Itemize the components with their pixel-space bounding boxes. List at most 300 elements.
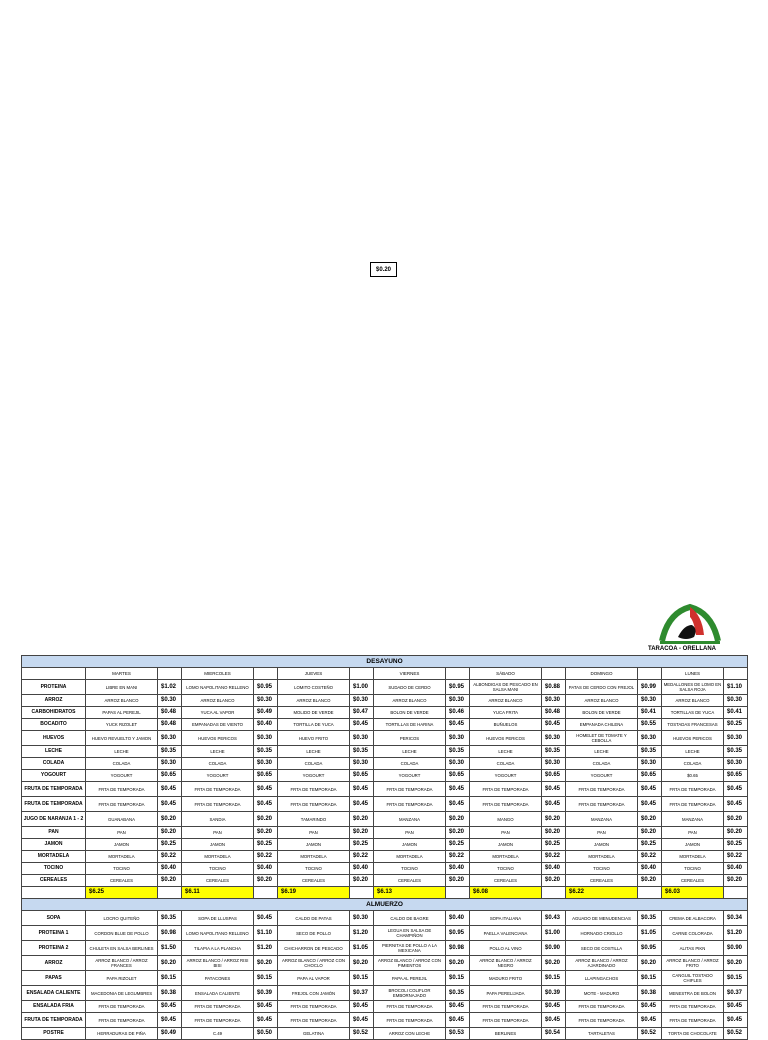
dish-name: PATACONES bbox=[182, 971, 254, 986]
dish-price: $0.45 bbox=[350, 719, 374, 731]
table-row bbox=[22, 941, 748, 956]
section-title: ALMUERZO bbox=[22, 899, 748, 911]
table-row bbox=[22, 956, 748, 971]
dish-price: $0.45 bbox=[724, 797, 748, 812]
dish-name: HUEVOS PERICOS bbox=[662, 731, 724, 746]
dish-name: HUEVOS PERICOS bbox=[470, 731, 542, 746]
dish-price: $0.40 bbox=[446, 911, 470, 926]
dish-price: $0.30 bbox=[254, 695, 278, 707]
dish-name: SECO DE COSTILLA bbox=[566, 941, 638, 956]
dish-price: $0.45 bbox=[254, 782, 278, 797]
dish-name: FRTA DE TEMPORADA bbox=[566, 782, 638, 797]
category-label: BOCADITO bbox=[22, 719, 86, 731]
dish-price: $0.45 bbox=[254, 797, 278, 812]
dish-price: $0.35 bbox=[638, 911, 662, 926]
dish-name: PAELLA VALENCIANA bbox=[470, 926, 542, 941]
corner-cell bbox=[22, 668, 86, 680]
dish-price: $0.45 bbox=[350, 782, 374, 797]
dish-price: $0.40 bbox=[350, 863, 374, 875]
dish-name: ARROZ BLANCO bbox=[86, 695, 158, 707]
dish-price: $0.35 bbox=[158, 746, 182, 758]
dish-name: MANZANA bbox=[374, 812, 446, 827]
dish-price: $0.35 bbox=[638, 746, 662, 758]
dish-name: COLADA bbox=[566, 758, 638, 770]
dish-price: $1.20 bbox=[254, 941, 278, 956]
dish-price: $0.54 bbox=[542, 1028, 566, 1040]
logo-location-text: TARACOA - ORELLANA bbox=[648, 646, 716, 652]
dish-price: $0.40 bbox=[158, 863, 182, 875]
dish-name: TOCINO bbox=[86, 863, 158, 875]
dish-price: $0.41 bbox=[724, 707, 748, 719]
category-label: TOCINO bbox=[22, 863, 86, 875]
dish-price: $0.35 bbox=[158, 911, 182, 926]
dish-price: $0.40 bbox=[724, 863, 748, 875]
dish-name: PAPAS AL PEREJIL bbox=[86, 707, 158, 719]
dish-price: $0.20 bbox=[724, 812, 748, 827]
dish-name: LECHE bbox=[278, 746, 350, 758]
dish-name: ARROZ CON LECHE bbox=[374, 1028, 446, 1040]
dish-name: PAPA PERELIJADA bbox=[470, 986, 542, 1001]
dish-price: $0.45 bbox=[446, 797, 470, 812]
category-label: CEREALES bbox=[22, 875, 86, 887]
dish-price: $0.22 bbox=[724, 851, 748, 863]
dish-name: TOCINO bbox=[662, 863, 724, 875]
dish-price: $0.20 bbox=[254, 812, 278, 827]
dish-price: $0.15 bbox=[446, 971, 470, 986]
dish-price: $0.22 bbox=[350, 851, 374, 863]
dish-name: TARTALETAS bbox=[566, 1028, 638, 1040]
dish-price: $0.20 bbox=[724, 827, 748, 839]
day-price-header bbox=[542, 668, 566, 680]
dish-price: $0.43 bbox=[542, 911, 566, 926]
dish-price: $0.45 bbox=[542, 1013, 566, 1028]
dish-name: FREJOL CON JAMÓN bbox=[278, 986, 350, 1001]
dish-name: ARROZ BLANCO / ARROZ NEGRO bbox=[470, 956, 542, 971]
dish-name: FRTA DE TEMPORADA bbox=[470, 782, 542, 797]
dish-name: JAMON bbox=[566, 839, 638, 851]
dish-price: $0.25 bbox=[638, 839, 662, 851]
dish-name: FRTA DE TEMPORADA bbox=[374, 1013, 446, 1028]
dish-price: $0.20 bbox=[724, 956, 748, 971]
dish-price: $0.45 bbox=[158, 1013, 182, 1028]
dish-name: FRTA DE TEMPORADA bbox=[182, 1001, 254, 1013]
totals-spacer bbox=[446, 887, 470, 899]
dish-price: $0.37 bbox=[724, 986, 748, 1001]
dish-price: $0.45 bbox=[724, 782, 748, 797]
dish-price: $0.25 bbox=[542, 839, 566, 851]
dish-price: $1.05 bbox=[638, 926, 662, 941]
dish-name: ARROZ BLANCO / ARROZ FRITO bbox=[662, 956, 724, 971]
dish-name: ARROZ BLANCO / ARROZ FRANCES bbox=[86, 956, 158, 971]
dish-name: TAMARINDO bbox=[278, 812, 350, 827]
dish-name: YOGOURT bbox=[374, 770, 446, 782]
dish-name: ENSALADA CALIENTE bbox=[182, 986, 254, 1001]
dish-name: ARROZ BLANCO / ARROZ CON PIMIENTOS bbox=[374, 956, 446, 971]
dish-price: $0.53 bbox=[446, 1028, 470, 1040]
dish-name: PAPA RIZOLET bbox=[86, 971, 158, 986]
dish-name: FRTA DE TEMPORADA bbox=[470, 1013, 542, 1028]
dish-price: $0.30 bbox=[638, 758, 662, 770]
dish-name: CEREALES bbox=[86, 875, 158, 887]
table-row bbox=[22, 926, 748, 941]
dish-name: LECHE bbox=[182, 746, 254, 758]
totals-spacer bbox=[724, 887, 748, 899]
dish-price: $0.25 bbox=[724, 719, 748, 731]
day-header: JUEVES bbox=[278, 668, 350, 680]
dish-price: $0.65 bbox=[158, 770, 182, 782]
day-total: $6.03 bbox=[662, 887, 724, 899]
table-row bbox=[22, 911, 748, 926]
day-price-header bbox=[638, 668, 662, 680]
dish-price: $0.45 bbox=[638, 1013, 662, 1028]
dish-price: $0.35 bbox=[724, 746, 748, 758]
dish-name: POLLO AL VINO bbox=[470, 941, 542, 956]
dish-name: FRTA DE TEMPORADA bbox=[278, 1001, 350, 1013]
dish-name: COLADA bbox=[278, 758, 350, 770]
dish-price: $0.20 bbox=[638, 812, 662, 827]
dish-price: $0.20 bbox=[254, 956, 278, 971]
dish-name: EMPANADAS DE VIENTO bbox=[182, 719, 254, 731]
dish-price: $0.25 bbox=[446, 839, 470, 851]
dish-price: $0.20 bbox=[638, 875, 662, 887]
dish-price: $0.20 bbox=[542, 956, 566, 971]
dish-price: $0.45 bbox=[724, 1013, 748, 1028]
dish-price: $0.65 bbox=[724, 770, 748, 782]
dish-price: $0.45 bbox=[158, 782, 182, 797]
dish-price: $0.95 bbox=[446, 680, 470, 695]
dish-name: CARNE COLORADA bbox=[662, 926, 724, 941]
dish-price: $0.52 bbox=[638, 1028, 662, 1040]
dish-price: $0.20 bbox=[446, 956, 470, 971]
dish-name: PERICOS bbox=[374, 731, 446, 746]
dish-price: $0.45 bbox=[638, 1001, 662, 1013]
dish-price: $0.45 bbox=[446, 1001, 470, 1013]
dish-name: BROCOLI COLIFLOR EMBORNAJADO bbox=[374, 986, 446, 1001]
dish-price: $0.90 bbox=[542, 941, 566, 956]
day-header: DOMINGO bbox=[566, 668, 638, 680]
dish-name: HUEVOS PERICOS bbox=[182, 731, 254, 746]
dish-name: MORTADELA bbox=[662, 851, 724, 863]
dish-name: $0.65 bbox=[662, 770, 724, 782]
dish-price: $1.50 bbox=[158, 941, 182, 956]
dish-name: TORTA DE CHOCOLATE bbox=[662, 1028, 724, 1040]
dish-price: $0.20 bbox=[542, 827, 566, 839]
totals-spacer bbox=[638, 887, 662, 899]
dish-price: $0.48 bbox=[158, 719, 182, 731]
table-row bbox=[22, 758, 748, 770]
almuerzo-section-header bbox=[22, 899, 748, 911]
dish-name: BOLON DE VERDE bbox=[566, 707, 638, 719]
dish-price: $0.45 bbox=[638, 797, 662, 812]
dish-price: $0.38 bbox=[158, 986, 182, 1001]
desayuno-section-header bbox=[22, 656, 748, 668]
totals-row bbox=[22, 887, 748, 899]
dish-name: BERLINES bbox=[470, 1028, 542, 1040]
table-row bbox=[22, 707, 748, 719]
dish-name: FRTA DE TEMPORADA bbox=[278, 782, 350, 797]
totals-spacer bbox=[350, 887, 374, 899]
table-row bbox=[22, 746, 748, 758]
dish-price: $0.15 bbox=[724, 971, 748, 986]
dish-name: LECHE bbox=[566, 746, 638, 758]
dish-name: MANGO bbox=[470, 812, 542, 827]
dish-price: $0.30 bbox=[350, 731, 374, 746]
dish-name: COLADA bbox=[470, 758, 542, 770]
dish-name: MORTADELA bbox=[182, 851, 254, 863]
dish-price: $0.30 bbox=[350, 758, 374, 770]
dish-price: $0.45 bbox=[638, 782, 662, 797]
dish-name: PAN bbox=[566, 827, 638, 839]
day-header: MARTES bbox=[86, 668, 158, 680]
category-label: CARBOHIDRATOS bbox=[22, 707, 86, 719]
dish-name: TORTILLAS DE YUCA bbox=[662, 707, 724, 719]
dish-name: PIERNITAS DE POLLO A LA MEXICANA bbox=[374, 941, 446, 956]
dish-price: $0.40 bbox=[542, 863, 566, 875]
dish-price: $0.65 bbox=[446, 770, 470, 782]
dish-price: $0.40 bbox=[638, 863, 662, 875]
dish-price: $1.00 bbox=[542, 926, 566, 941]
dish-name: PAPA AL PEREJIL bbox=[374, 971, 446, 986]
dish-price: $0.22 bbox=[254, 851, 278, 863]
dish-name: MORTADELA bbox=[374, 851, 446, 863]
day-total: $6.13 bbox=[374, 887, 446, 899]
dish-name: HUEVO FRITO bbox=[278, 731, 350, 746]
dish-name: MENESTRA DE BOLON bbox=[662, 986, 724, 1001]
dish-price: $0.20 bbox=[542, 812, 566, 827]
dish-name: TOCINO bbox=[470, 863, 542, 875]
dish-price: $0.40 bbox=[254, 863, 278, 875]
dish-price: $0.20 bbox=[350, 875, 374, 887]
dish-name: PAN bbox=[662, 827, 724, 839]
dish-price: $0.20 bbox=[638, 827, 662, 839]
dish-name: LECHE bbox=[470, 746, 542, 758]
day-price-header bbox=[724, 668, 748, 680]
dish-name: YUCK RIZOLET bbox=[86, 719, 158, 731]
dish-name: SOPA ITALIANA bbox=[470, 911, 542, 926]
dish-name: MEDALLONES DE LOMO EN SALSA ROJA bbox=[662, 680, 724, 695]
dish-price: $0.35 bbox=[350, 746, 374, 758]
dish-price: $0.20 bbox=[446, 812, 470, 827]
dish-price: $0.20 bbox=[350, 812, 374, 827]
dish-name: TORTILLA DE YUCA bbox=[278, 719, 350, 731]
dish-name: FRTA DE TEMPORADA bbox=[662, 1001, 724, 1013]
dish-price: $0.15 bbox=[254, 971, 278, 986]
dish-name: SANDIA bbox=[182, 812, 254, 827]
dish-name: FRTA DE TEMPORADA bbox=[662, 782, 724, 797]
category-label: PAN bbox=[22, 827, 86, 839]
dish-name: ARROZ BLANCO bbox=[470, 695, 542, 707]
dish-price: $0.20 bbox=[446, 875, 470, 887]
dish-price: $0.55 bbox=[638, 719, 662, 731]
category-label: PROTEINA 1 bbox=[22, 926, 86, 941]
dish-price: $0.45 bbox=[350, 1013, 374, 1028]
dish-name: FRTA DE TEMPORADA bbox=[86, 797, 158, 812]
dish-name: ALBONDIGAS DE PESCADO EN SALSA MANI bbox=[470, 680, 542, 695]
dish-name: FRTA DE TEMPORADA bbox=[374, 1001, 446, 1013]
dish-name: MORTADELA bbox=[566, 851, 638, 863]
dish-name: COLADA bbox=[182, 758, 254, 770]
dish-price: $0.35 bbox=[254, 746, 278, 758]
category-label: ENSALADA CALIENTE bbox=[22, 986, 86, 1001]
dish-name: COLADA bbox=[662, 758, 724, 770]
category-label: FRUTA DE TEMPORADA bbox=[22, 1013, 86, 1028]
dish-price: $0.38 bbox=[638, 986, 662, 1001]
dish-name: FRTA DE TEMPORADA bbox=[662, 1013, 724, 1028]
dish-name: PAN bbox=[374, 827, 446, 839]
dish-name: LOCRO QUITEÑO bbox=[86, 911, 158, 926]
dish-name: MADURO FRITO bbox=[470, 971, 542, 986]
dish-price: $0.37 bbox=[350, 986, 374, 1001]
dish-price: $0.65 bbox=[350, 770, 374, 782]
dish-price: $0.88 bbox=[542, 680, 566, 695]
dish-name: FRTA DE TEMPORADA bbox=[374, 797, 446, 812]
dish-name: LECHE bbox=[374, 746, 446, 758]
dish-name: GUANABANA bbox=[86, 812, 158, 827]
table-row bbox=[22, 827, 748, 839]
dish-name: EMPANADA CHILENA bbox=[566, 719, 638, 731]
dish-name: JAMON bbox=[470, 839, 542, 851]
dish-price: $0.30 bbox=[158, 758, 182, 770]
dish-price: $0.45 bbox=[350, 797, 374, 812]
dish-price: $0.30 bbox=[542, 758, 566, 770]
day-total: $6.11 bbox=[182, 887, 254, 899]
table-row bbox=[22, 839, 748, 851]
dish-name: YUCA AL VAPOR bbox=[182, 707, 254, 719]
dish-price: $0.20 bbox=[254, 875, 278, 887]
category-label: COLADA bbox=[22, 758, 86, 770]
totals-spacer bbox=[158, 887, 182, 899]
dish-price: $0.20 bbox=[254, 827, 278, 839]
category-label: POSTRE bbox=[22, 1028, 86, 1040]
dish-price: $0.20 bbox=[158, 827, 182, 839]
dish-price: $0.30 bbox=[446, 758, 470, 770]
dish-price: $0.20 bbox=[158, 956, 182, 971]
dish-name: JAMON bbox=[278, 839, 350, 851]
dish-price: $0.48 bbox=[542, 707, 566, 719]
dish-name: LOMO NAPOLITANO RELLENO bbox=[182, 926, 254, 941]
dish-name: SUDADO DE CERDO bbox=[374, 680, 446, 695]
dish-price: $0.47 bbox=[350, 707, 374, 719]
dish-price: $0.50 bbox=[254, 1028, 278, 1040]
table-row bbox=[22, 782, 748, 797]
dish-price: $0.30 bbox=[724, 695, 748, 707]
table-row bbox=[22, 770, 748, 782]
dish-name: YOGOURT bbox=[566, 770, 638, 782]
dish-name: TILAPIA A LA PLANCHA bbox=[182, 941, 254, 956]
dish-name: LOMITO COSTEÑO bbox=[278, 680, 350, 695]
dish-name: CEREALES bbox=[278, 875, 350, 887]
day-total: $6.22 bbox=[566, 887, 638, 899]
category-label: ARROZ bbox=[22, 956, 86, 971]
dish-name: HUEVO REVUELTO Y JAMON bbox=[86, 731, 158, 746]
dish-price: $0.95 bbox=[446, 926, 470, 941]
dish-price: $0.30 bbox=[724, 731, 748, 746]
dish-price: $0.90 bbox=[724, 941, 748, 956]
dish-name: HORNADO CRIOLLO bbox=[566, 926, 638, 941]
dish-name: FRTA DE TEMPORADA bbox=[86, 1001, 158, 1013]
dish-price: $1.10 bbox=[254, 926, 278, 941]
dish-name: FRTA DE TEMPORADA bbox=[182, 1013, 254, 1028]
floating-price-box: $0.20 bbox=[370, 262, 397, 277]
totals-label bbox=[22, 887, 86, 899]
dish-price: $0.15 bbox=[542, 971, 566, 986]
dish-name: FRTA DE TEMPORADA bbox=[566, 1001, 638, 1013]
dish-price: $0.45 bbox=[542, 719, 566, 731]
dish-name: MORTADELA bbox=[86, 851, 158, 863]
dish-price: $0.20 bbox=[724, 875, 748, 887]
dish-price: $0.40 bbox=[446, 863, 470, 875]
table-row bbox=[22, 680, 748, 695]
dish-name: TOCINO bbox=[182, 863, 254, 875]
dish-name: ARROZ BLANCO / ARROZ RISI BISI bbox=[182, 956, 254, 971]
category-label: JUGO DE NARANJA 1 - 2 bbox=[22, 812, 86, 827]
dish-price: $0.30 bbox=[254, 731, 278, 746]
dish-name: TOCINO bbox=[566, 863, 638, 875]
day-price-header bbox=[158, 668, 182, 680]
dish-price: $0.34 bbox=[724, 911, 748, 926]
category-label: FRUTA DE TEMPORADA bbox=[22, 782, 86, 797]
dish-name: CORDON BLUE DE POLLO bbox=[86, 926, 158, 941]
dish-name: MORTADELA bbox=[278, 851, 350, 863]
dish-name: PAN bbox=[86, 827, 158, 839]
dish-name: FRTA DE TEMPORADA bbox=[182, 797, 254, 812]
dish-name: YUCA FRITA bbox=[470, 707, 542, 719]
dish-name: FRTA DE TEMPORADA bbox=[566, 797, 638, 812]
dish-name: YOGOURT bbox=[278, 770, 350, 782]
dish-price: $0.39 bbox=[254, 986, 278, 1001]
table-row bbox=[22, 719, 748, 731]
day-total: $6.08 bbox=[470, 887, 542, 899]
category-label: JAMON bbox=[22, 839, 86, 851]
dish-name: ARROZ BLANCO / ARROZ CON CHOCLO bbox=[278, 956, 350, 971]
category-label: MORTADELA bbox=[22, 851, 86, 863]
dish-name: ARROZ BLANCO bbox=[182, 695, 254, 707]
dish-name: TOSTADAS FRANCESAS bbox=[662, 719, 724, 731]
dish-price: $0.20 bbox=[158, 875, 182, 887]
dish-name: CEREALES bbox=[374, 875, 446, 887]
dish-price: $1.20 bbox=[724, 926, 748, 941]
dish-price: $0.15 bbox=[350, 971, 374, 986]
dish-price: $0.39 bbox=[542, 986, 566, 1001]
category-label: PROTEINA bbox=[22, 680, 86, 695]
dish-name: CEREALES bbox=[662, 875, 724, 887]
dish-price: $0.48 bbox=[158, 707, 182, 719]
category-label: ARROZ bbox=[22, 695, 86, 707]
dish-price: $0.30 bbox=[446, 695, 470, 707]
dish-price: $0.45 bbox=[542, 1001, 566, 1013]
table-row bbox=[22, 875, 748, 887]
dish-name: FRTA DE TEMPORADA bbox=[566, 1013, 638, 1028]
dish-price: $0.98 bbox=[446, 941, 470, 956]
dish-name: HERRADURAS DE PIÑA bbox=[86, 1028, 158, 1040]
dish-name: MANZANA bbox=[662, 812, 724, 827]
dish-name: CEREALES bbox=[182, 875, 254, 887]
dish-price: $0.30 bbox=[158, 731, 182, 746]
dish-name: MANZANA bbox=[566, 812, 638, 827]
dish-name: ARROZ BLANCO bbox=[662, 695, 724, 707]
dish-price: $0.65 bbox=[254, 770, 278, 782]
day-total: $6.25 bbox=[86, 887, 158, 899]
category-label: PROTEINA 2 bbox=[22, 941, 86, 956]
table-row bbox=[22, 863, 748, 875]
dish-name: BOLON DE VERDE bbox=[374, 707, 446, 719]
dish-price: $0.45 bbox=[254, 911, 278, 926]
dish-name: CHULETA EN SALSA BERLINES bbox=[86, 941, 158, 956]
dish-price: $0.22 bbox=[446, 851, 470, 863]
dish-name: LEGUA EN SALSA DE CHAMPIÑON bbox=[374, 926, 446, 941]
table-row bbox=[22, 695, 748, 707]
section-title: DESAYUNO bbox=[22, 656, 748, 668]
